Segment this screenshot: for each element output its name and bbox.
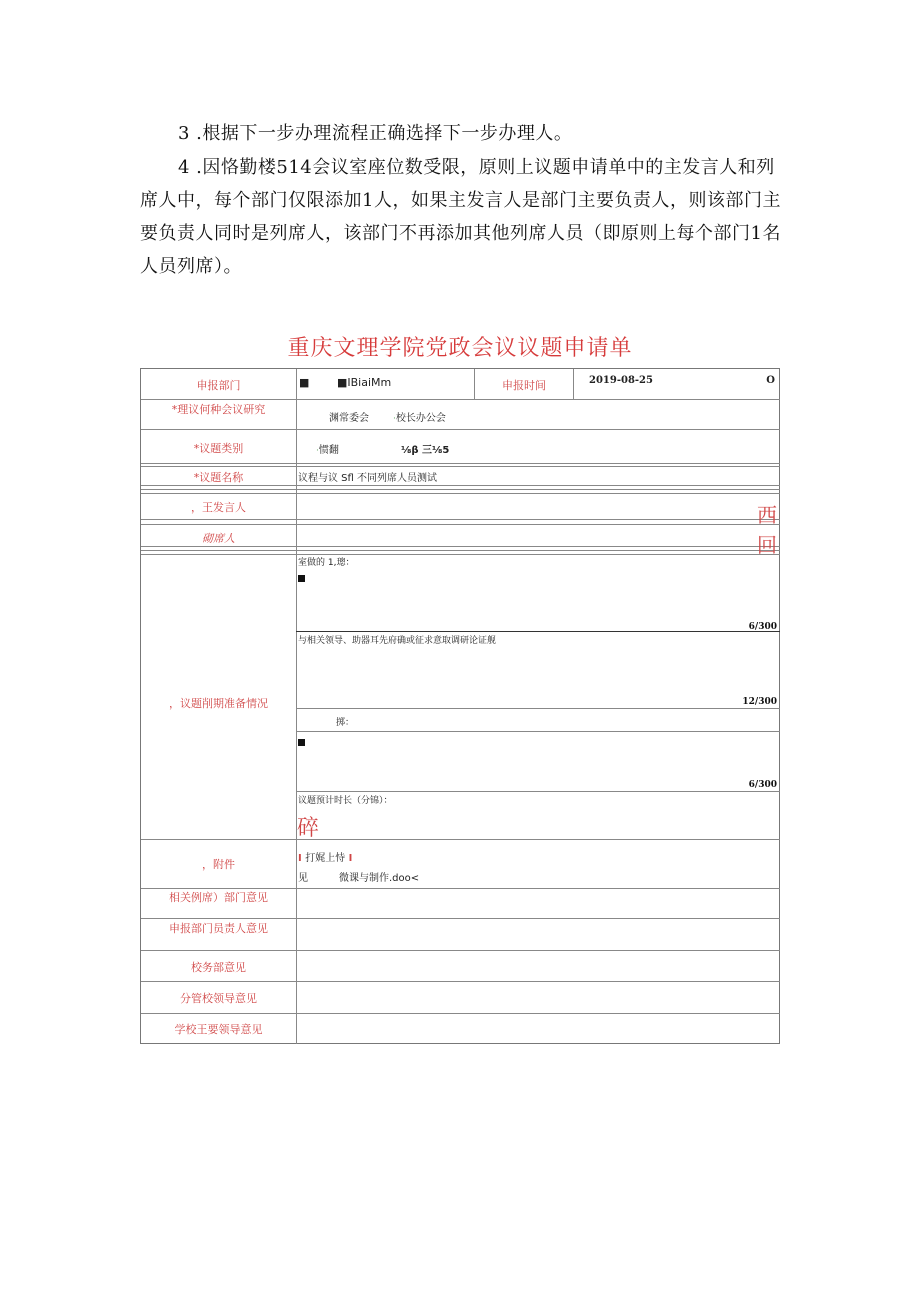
prep-section1-counter: 6/300	[748, 622, 777, 632]
prep-section3-counter: 6/300	[748, 780, 777, 790]
instruction-item-3: 3 .根据下一步办理流程正确选择下一步办理人。	[178, 123, 573, 144]
duration-label: 议题预计时长（分锦）：	[298, 796, 393, 806]
prep-label: ，议题削期准备情况	[169, 697, 268, 710]
speaker-label: ，王发言人	[191, 501, 246, 514]
opinion-label: 分管校领导意见	[180, 992, 257, 1005]
category-option-1[interactable]: ·惯翻	[316, 445, 339, 456]
prep-section2-counter: 12/300	[742, 697, 777, 707]
instruction-item-4: 4 .因恪勤楼514会议室座位数受限，原则上议题申请单中的主发言人和列席人中，每个部门仅限添加1人，如果主发言人是部门主要负责人，则该部门主要负责人同时是列席人，该部门不再添加其他列席人员（即原则上每个部门1名人员列席）。	[140, 157, 781, 277]
category-option-2[interactable]: ⅛β 三⅛5	[401, 445, 450, 456]
column-divider	[573, 369, 574, 399]
dept-select[interactable]: ■IBiaiMm	[337, 376, 392, 389]
topic-name-input[interactable]: 议程与议 Sfl 不同列席人员测试	[298, 473, 438, 484]
column-divider	[296, 369, 297, 1044]
topic-name-label: *议题名称	[193, 471, 244, 484]
time-input[interactable]: 2019-08-25	[589, 375, 653, 386]
attachment-label: ，附件	[202, 858, 235, 871]
duration-input[interactable]: 碎	[297, 816, 320, 841]
file-prefix: 见	[298, 873, 308, 884]
radio-icon: ·	[316, 446, 319, 456]
category-label: *议题类别	[193, 442, 244, 455]
meeting-option-standing-committee[interactable]: 渊常委会	[329, 413, 369, 424]
radio-icon: ·	[393, 414, 396, 424]
dept-label: 申报部门	[196, 379, 241, 392]
prep-section3-textarea[interactable]	[298, 738, 305, 749]
meeting-label: *理议何种会议研究	[171, 403, 266, 416]
calendar-icon[interactable]: O	[766, 375, 775, 386]
meeting-option-president-office[interactable]: ·校长办公会	[393, 413, 446, 424]
opinion-label: 学校王要领导意见	[174, 1023, 263, 1036]
opinion-label: 相关例席）部门意见	[169, 891, 268, 904]
upload-button[interactable]: I 打娓上恃 I	[298, 853, 353, 864]
application-form	[140, 368, 780, 1044]
opinion-label: 校务部意见	[191, 961, 246, 974]
prep-section1-textarea[interactable]	[298, 574, 305, 585]
speaker-select-icon[interactable]: 西	[757, 503, 777, 527]
content-marker	[298, 575, 305, 582]
prep-section3-heading: 掷：	[336, 718, 355, 728]
content-marker	[298, 739, 305, 746]
opinion-label: 申报部门员责人意见	[169, 922, 268, 935]
prep-section1-heading: 室做的 1,璁：	[298, 558, 355, 568]
time-label: 申报时间	[502, 379, 546, 392]
dept-marker: ■	[299, 376, 310, 389]
form-title: 重庆文理学院党政会议议题申请单	[287, 336, 633, 361]
prep-section2-textarea[interactable]: 与相关领导、助器耳先府确或征求意取调研论证舰	[298, 636, 497, 646]
attachment-file-link[interactable]: 微课与制作.doo<	[339, 873, 420, 884]
attendee-select-icon[interactable]: 回	[757, 533, 777, 557]
attendee-label: 砌席人	[202, 532, 235, 545]
